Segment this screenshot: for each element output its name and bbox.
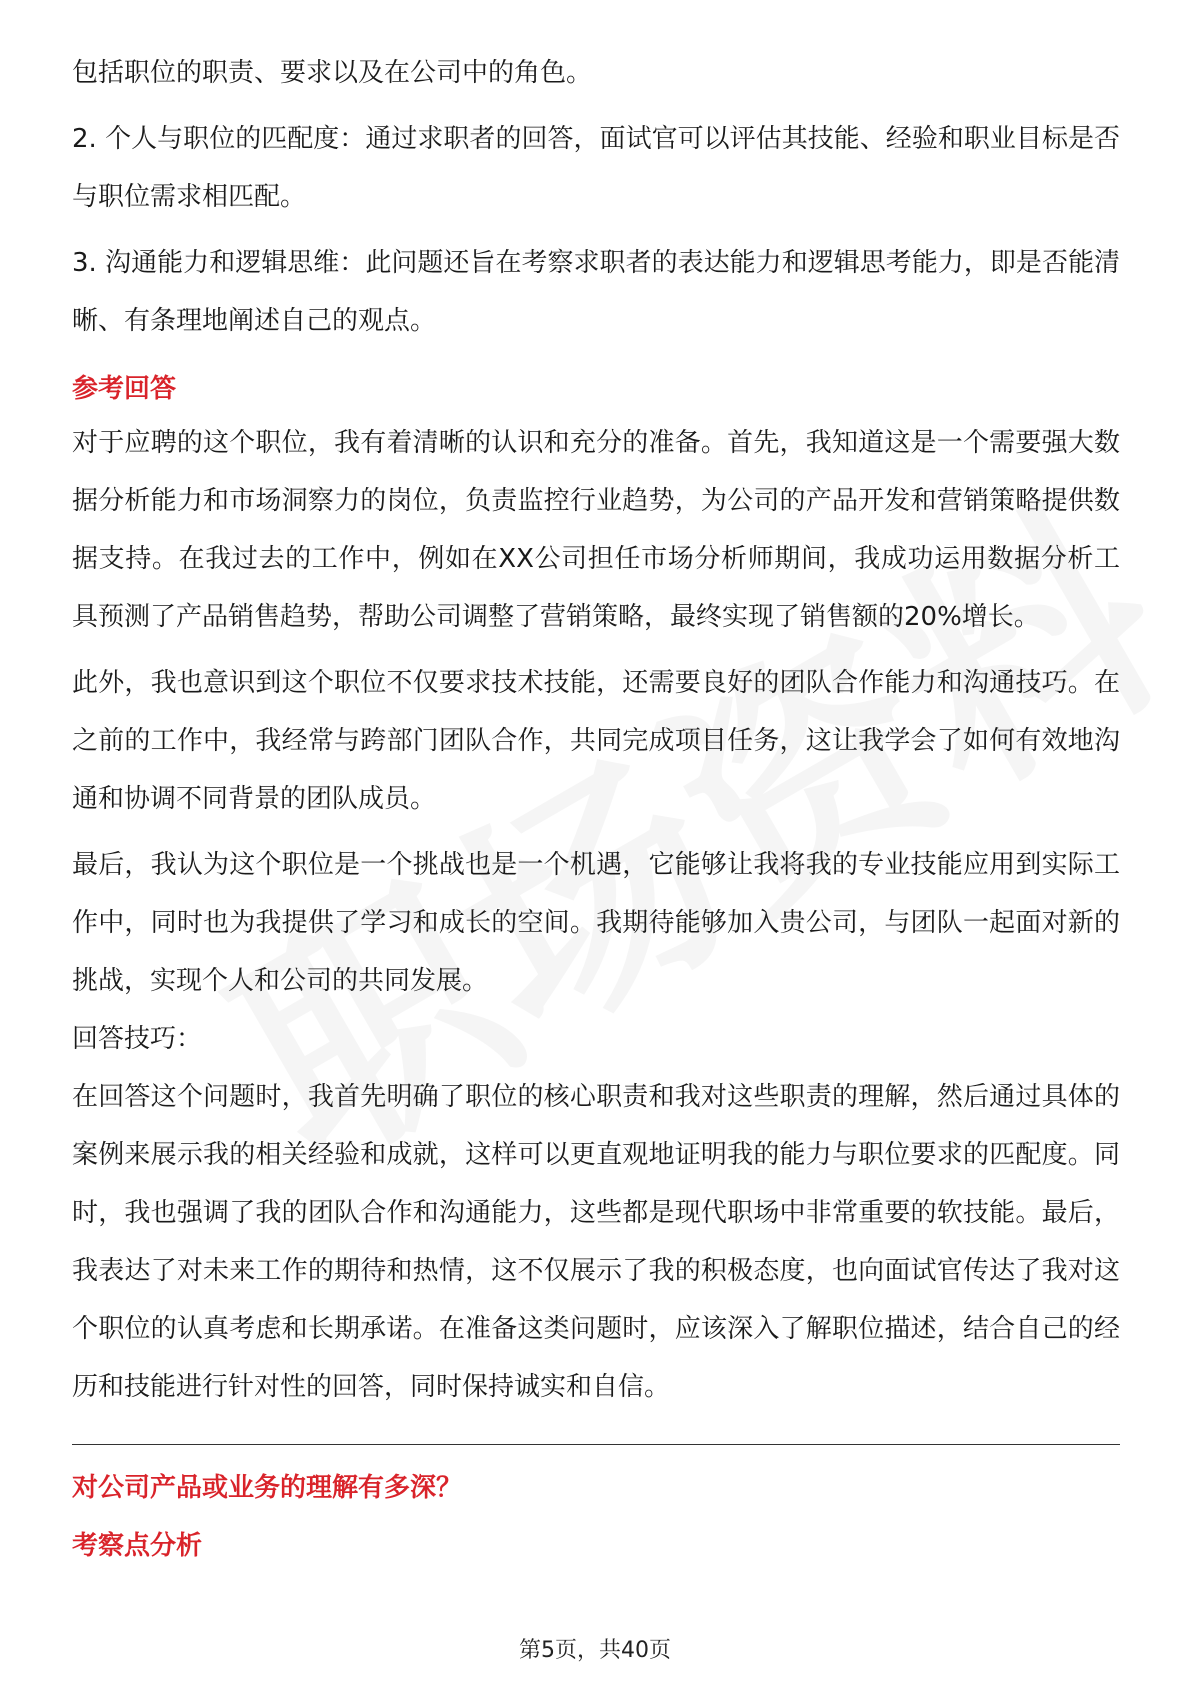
next-question-title: 对公司产品或业务的理解有多深？ — [72, 1473, 463, 1503]
answer-paragraph: 对于应聘的这个职位，我有着清晰的认识和充分的准备。首先，我知道这是一个需要强大数据分析能力和市场洞察力的岗位，负责监控行业趋势，为公司的产品开发和营销策略提供数据支持。在我过去的工作中，例如在XX公司担任市场分析师期间，我成功运用数据分析工具预测了产品销售趋势，帮助公司调整了营销策略，最终实现了销售额的20%增长。 — [72, 428, 1120, 632]
next-question-subheading: 考察点分析 — [72, 1531, 203, 1561]
analysis-section — [72, 44, 1120, 350]
section-divider — [72, 1444, 1120, 1445]
document-body — [72, 40, 1120, 1575]
tips-label: 回答技巧： — [72, 1024, 203, 1054]
tips-paragraph: 在回答这个问题时，我首先明确了职位的核心职责和我对这些职责的理解，然后通过具体的案例来展示我的相关经验和成就，这样可以更直观地证明我的能力与职位要求的匹配度。同时，我也强调了我的团队合作和沟通能力，这些都是现代职场中非常重要的软技能。最后，我表达了对未来工作的期待和热情，这不仅展示了我的积极态度，也向面试官传达了我对这个职位的认真考虑和长期承诺。在准备这类问题时，应该深入了解职位描述，结合自己的经历和技能进行针对性的回答，同时保持诚实和自信。 — [72, 1082, 1120, 1402]
answer-paragraph: 此外，我也意识到这个职位不仅要求技术技能，还需要良好的团队合作能力和沟通技巧。在之前的工作中，我经常与跨部门团队合作，共同完成项目任务，这让我学会了如何有效地沟通和协调不同背景的团队成员。 — [72, 668, 1120, 814]
analysis-item-3: 3. 沟通能力和逻辑思维：此问题还旨在考察求职者的表达能力和逻辑思考能力，即是否能清晰、有条理地阐述自己的观点。 — [72, 248, 1120, 336]
page-number: 第5页，共40页 — [519, 1638, 671, 1663]
answer-heading: 参考回答 — [72, 374, 177, 404]
answer-paragraph: 最后，我认为这个职位是一个挑战也是一个机遇，它能够让我将我的专业技能应用到实际工作中，同时也为我提供了学习和成长的空间。我期待能够加入贵公司，与团队一起面对新的挑战，实现个人和公司的共同发展。 — [72, 850, 1120, 996]
analysis-item-1: 包括职位的职责、要求以及在公司中的角色。 — [72, 58, 593, 88]
analysis-item-2: 2. 个人与职位的匹配度：通过求职者的回答，面试官可以评估其技能、经验和职业目标是否与职位需求相匹配。 — [72, 124, 1120, 212]
